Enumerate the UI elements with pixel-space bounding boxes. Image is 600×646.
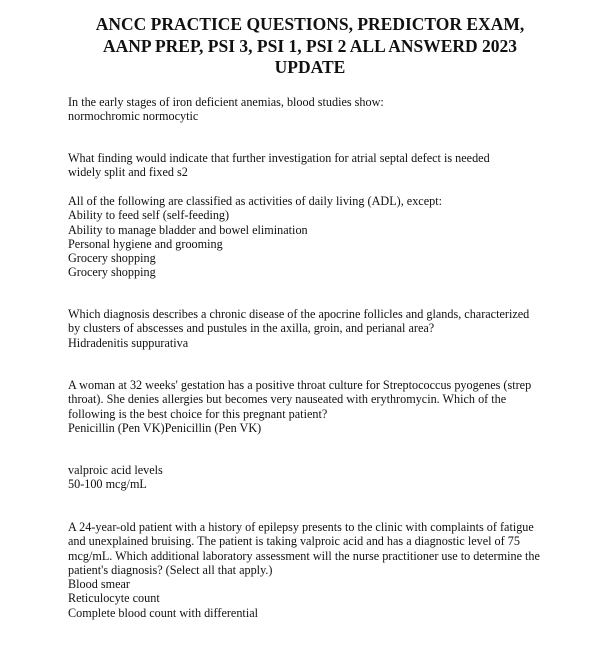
title-line: AANP PREP, PSI 3, PSI 1, PSI 2 ALL ANSWERD 2023 — [102, 35, 518, 56]
question-text: All of the following are classified as activities of daily living (ADL), except: — [68, 194, 442, 208]
question-text: In the early stages of iron deficient anemias, blood studies show: — [68, 95, 384, 109]
question-text: throat). She denies allergies but becomes very nauseated with erythromycin. Which of the — [68, 392, 507, 407]
answer-text: normochromic normocytic — [68, 109, 199, 124]
question-text: What finding would indicate that further investigation for atrial septal defect is needed — [68, 151, 490, 165]
question-text: Which diagnosis describes a chronic disease of the apocrine follicles and glands, characterized — [68, 307, 530, 321]
option-text: Ability to manage bladder and bowel elimination — [68, 222, 308, 237]
qa-strep-pregnancy — [68, 378, 568, 435]
qa-valproic-levels — [68, 463, 568, 492]
answer-text: widely split and fixed s2 — [68, 165, 188, 180]
answer-text: 50-100 mcg/mL — [68, 477, 147, 492]
qa-activities-daily-living — [68, 194, 568, 280]
answer-text: Grocery shopping — [68, 265, 156, 280]
answer-text: Complete blood count with differential — [68, 605, 258, 620]
answer-text: Hidradenitis suppurativa — [68, 335, 189, 350]
qa-epilepsy-bruising — [68, 520, 568, 620]
question-text: mcg/mL. Which additional laboratory assessment will the nurse practitioner use to determine the — [68, 548, 540, 563]
answer-text: Blood smear — [68, 577, 130, 592]
question-text: A 24-year-old patient with a history of epilepsy presents to the clinic with complaints of fatigue — [68, 520, 534, 534]
question-text: and unexplained bruising. The patient is taking valproic acid and has a diagnostic level of 75 — [68, 534, 520, 549]
question-text: patient's diagnosis? (Select all that apply.) — [68, 562, 273, 577]
qa-hidradenitis — [68, 307, 568, 350]
question-text: by clusters of abscesses and pustules in the axilla, groin, and perianal area? — [68, 321, 435, 336]
question-text: A woman at 32 weeks' gestation has a positive throat culture for Streptococcus pyogenes (strep — [68, 378, 532, 392]
option-text: Grocery shopping — [68, 251, 156, 266]
qa-atrial-septal-defect — [68, 151, 568, 180]
document-title — [40, 14, 580, 79]
answer-text: Penicillin (Pen VK)Penicillin (Pen VK) — [68, 420, 262, 435]
answer-text: Reticulocyte count — [68, 591, 160, 606]
option-text: Ability to feed self (self-feeding) — [68, 208, 230, 223]
qa-iron-deficiency — [68, 95, 568, 124]
title-line: UPDATE — [274, 57, 346, 77]
question-text: following is the best choice for this pregnant patient? — [68, 406, 328, 421]
question-text: valproic acid levels — [68, 463, 163, 477]
option-text: Personal hygiene and grooming — [68, 236, 223, 251]
title-line: ANCC PRACTICE QUESTIONS, PREDICTOR EXAM, — [95, 14, 525, 34]
